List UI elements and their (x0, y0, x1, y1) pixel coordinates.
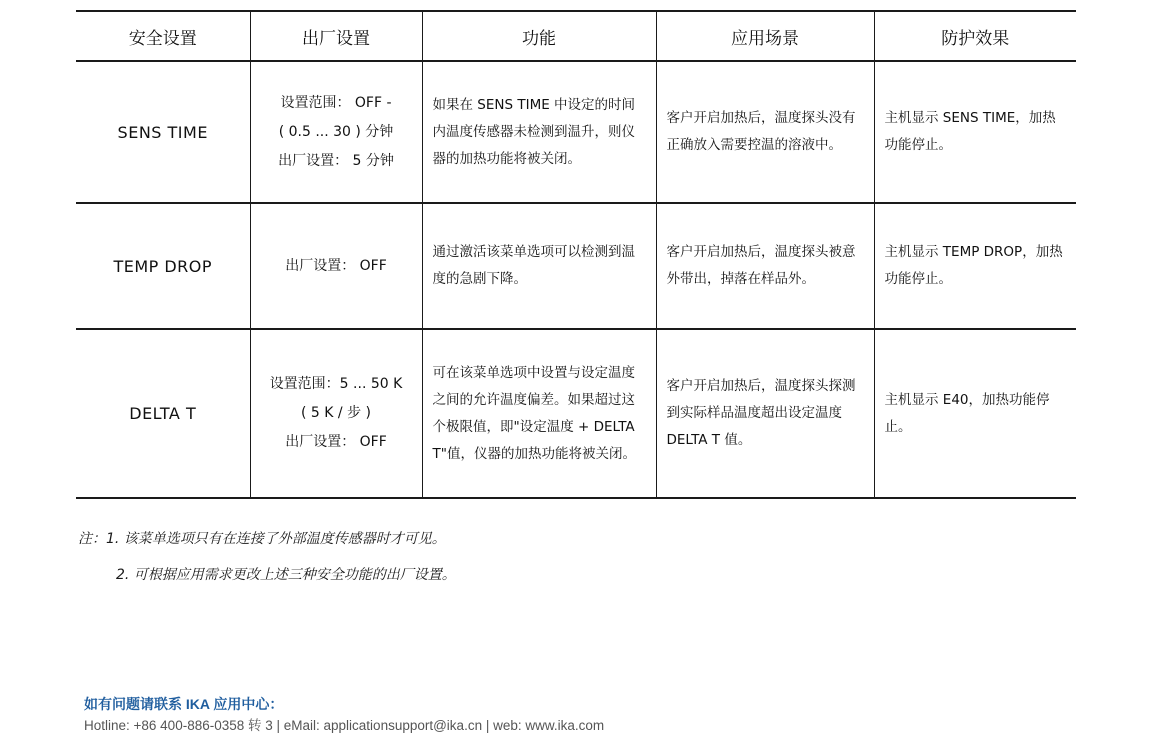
application-scenario: 客户开启加热后，温度探头没有正确放入需要控温的溶液中。 (656, 61, 874, 203)
factory-setting-line: 出厂设置： OFF (285, 257, 387, 274)
setting-name: TEMP DROP (76, 203, 250, 329)
factory-setting-cell (250, 61, 422, 203)
note-2: 2. 可根据应用需求更改上述三种安全功能的出厂设置。 (116, 567, 456, 583)
function-description: 如果在 SENS TIME 中设定的时间内温度传感器未检测到温升，则仪器的加热功能将被关闭。 (422, 61, 656, 203)
factory-setting-line: 出厂设置： 5 分钟 (278, 152, 394, 169)
factory-setting-line: 设置范围：5 ... 50 K (269, 376, 403, 392)
header-factory-setting: 出厂设置 (250, 11, 422, 61)
header-application-scenario: 应用场景 (656, 11, 874, 61)
setting-name: SENS TIME (76, 61, 250, 203)
application-scenario: 客户开启加热后，温度探头被意外带出，掉落在样品外。 (656, 203, 874, 329)
header-function: 功能 (422, 11, 656, 61)
table-row (76, 203, 1076, 329)
table-notes (78, 527, 456, 599)
factory-setting-line: ( 5 K / 步 ) (301, 405, 371, 421)
setting-name: DELTA T (76, 329, 250, 498)
function-description: 可在该菜单选项中设置与设定温度之间的允许温度偏差。如果超过这个极限值，即"设定温度 + DELTA T"值，仪器的加热功能将被关闭。 (422, 329, 656, 498)
protection-effect: 主机显示 SENS TIME，加热功能停止。 (874, 61, 1076, 203)
factory-setting-line: 出厂设置： OFF (285, 434, 387, 450)
factory-setting-line: ( 0.5 ... 30 ) 分钟 (278, 123, 394, 140)
factory-setting-line: 设置范围： OFF - (280, 94, 392, 111)
contact-title: 如有问题请联系 IKA 应用中心： (84, 696, 284, 712)
protection-effect: 主机显示 TEMP DROP，加热功能停止。 (874, 203, 1076, 329)
header-protection-effect: 防护效果 (874, 11, 1076, 61)
header-safety-setting: 安全设置 (76, 11, 250, 61)
contact-details: Hotline: +86 400-886-0358 转 3 | eMail: applicationsupport@ika.cn | web: www.ika.com (84, 718, 605, 733)
application-scenario: 客户开启加热后，温度探头探测到实际样品温度超出设定温度 DELTA T 值。 (656, 329, 874, 498)
contact-footer (84, 694, 604, 738)
table-row (76, 329, 1076, 498)
safety-settings-table (76, 10, 1076, 499)
factory-setting-cell (250, 203, 422, 329)
note-1: 注：1. 该菜单选项只有在连接了外部温度传感器时才可见。 (78, 531, 446, 547)
function-description: 通过激活该菜单选项可以检测到温度的急剧下降。 (422, 203, 656, 329)
table-header-row (76, 11, 1076, 61)
protection-effect: 主机显示 E40，加热功能停止。 (874, 329, 1076, 498)
table-row (76, 61, 1076, 203)
factory-setting-cell (250, 329, 422, 498)
